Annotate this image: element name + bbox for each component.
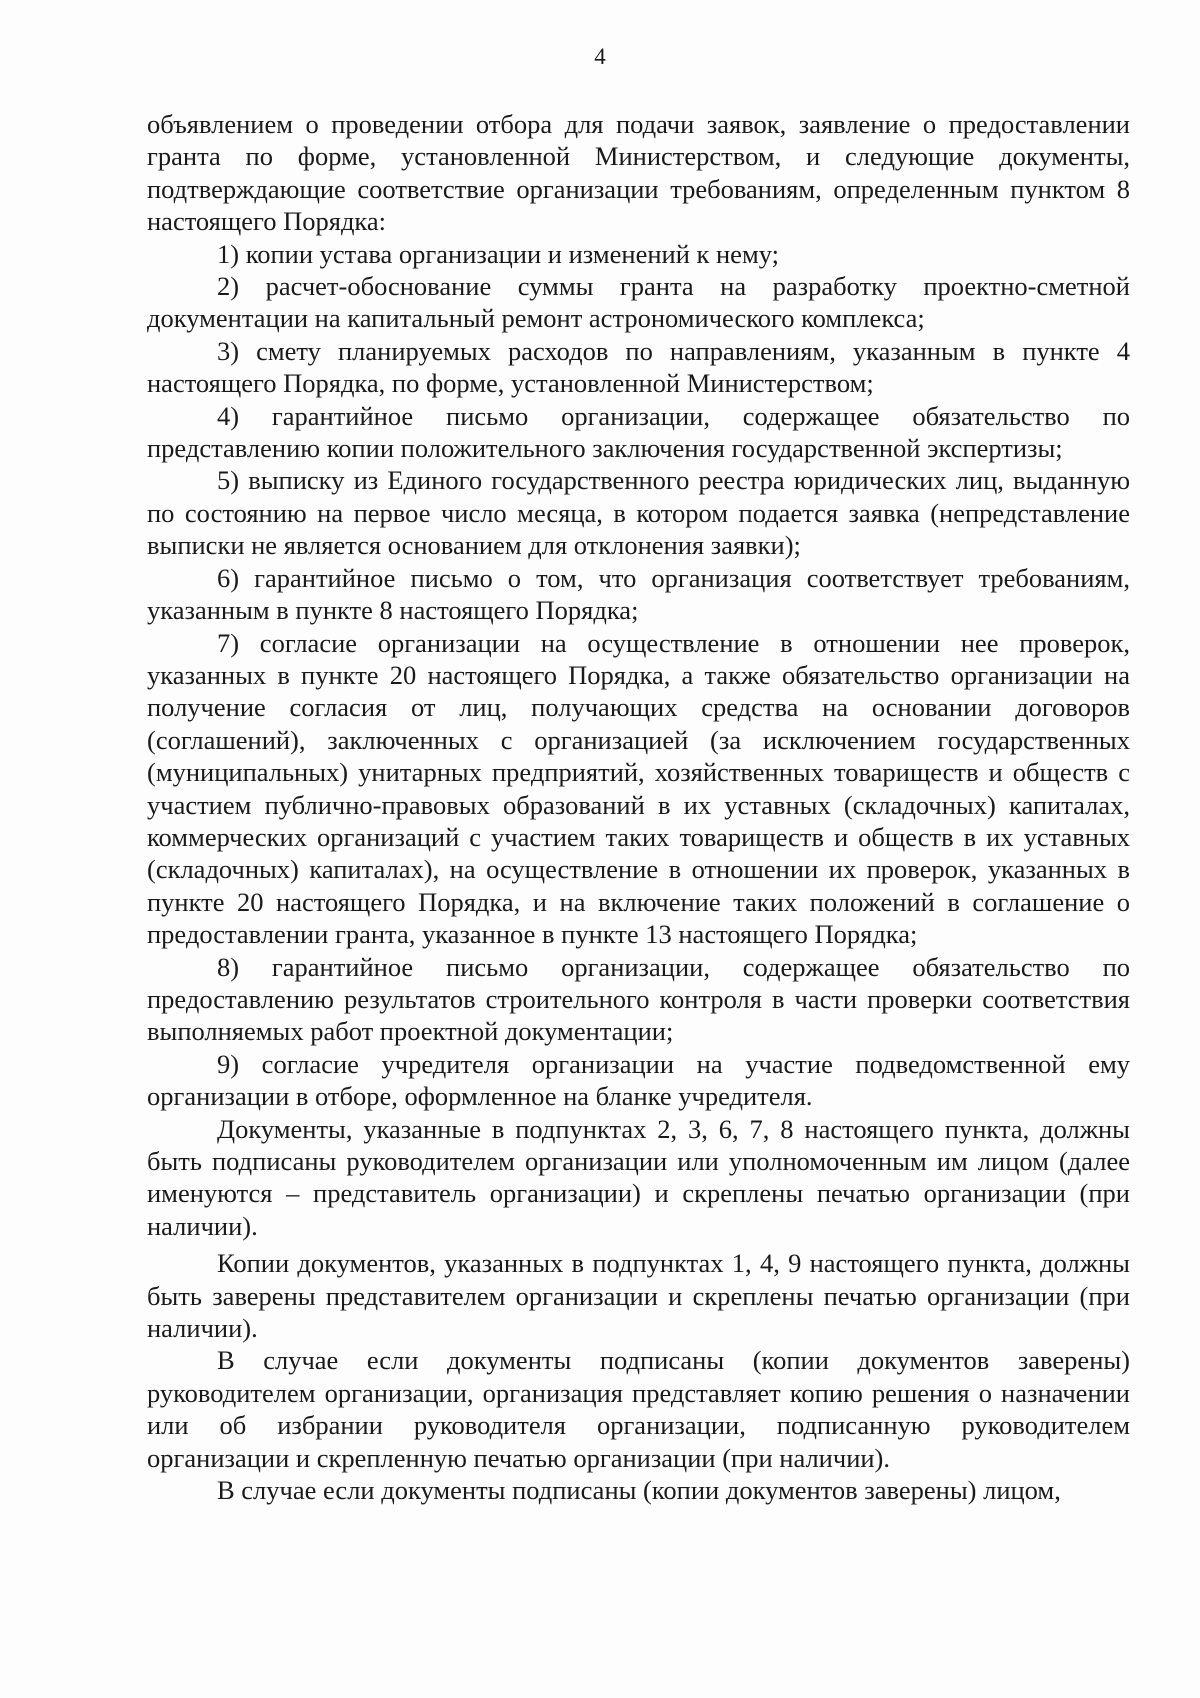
paragraph: 6) гарантийное письмо о том, что организация соответствует требованиям, указанным в пункте 8 настоящего Порядка; [147,562,1130,626]
paragraph: 7) согласие организации на осуществление в отношении нее проверок, указанных в пункте 20 настоящего Порядка, а также обязательство организации на получение согласия от лиц, получающих средства на основании договоров (соглашений), заключенных с организацией (за исключением государственных (муниципальных) унитарных предприятий, хозяйственных товариществ и обществ с участием публично-правовых образований в их уставных (складочных) капиталах, коммерческих организаций с участием таких товариществ и обществ в их уставных (складочных) капиталах), на осуществление в отношении их проверок, указанных в пункте 20 настоящего Порядка, и на включение таких положений в соглашение о предоставлении гранта, указанное в пункте 13 настоящего Порядка; [147,627,1130,950]
paragraph: 9) согласие учредителя организации на участие подведомственной ему организации в отборе, оформленное на бланке учредителя. [147,1048,1130,1112]
paragraph: 8) гарантийное письмо организации, содержащее обязательство по предоставлению результатов строительного контроля в части проверки соответствия выполняемых работ проектной документации; [147,951,1130,1047]
paragraph: 4) гарантийное письмо организации, содержащее обязательство по представлению копии положительного заключения государственной экспертизы; [147,400,1130,464]
paragraph: В случае если документы подписаны (копии документов заверены) руководителем организации, организация представляет копию решения о назначении или об избрании руководителя организации, подписанную руководителем организации и скрепленную печатью организации (при наличии). [147,1345,1130,1473]
paragraph: 1) копии устава организации и изменений к нему; [217,238,779,269]
paragraph: Копии документов, указанных в подпунктах 1, 4, 9 настоящего пункта, должны быть заверены представителем организации и скреплены печатью организации (при наличии). [147,1248,1130,1344]
paragraph: Документы, указанные в подпунктах 2, 3, 6, 7, 8 настоящего пункта, должны быть подписаны руководителем организации или уполномоченным им лицом (далее именуются – представитель организации) и скреплены печатью организации (при наличии). [147,1113,1130,1241]
paragraph: В случае если документы подписаны (копии документов заверены) лицом, [217,1475,1061,1506]
paragraph: объявлением о проведении отбора для подачи заявок, заявление о предоставлении гранта по форме, установленной Министерством, и следующие документы, подтверждающие соответствие организации требованиям, определенным пунктом 8 настоящего Порядка: [147,109,1130,237]
page-number: 4 [594,44,606,69]
paragraph: 2) расчет-обоснование суммы гранта на разработку проектно-сметной документации на капитальный ремонт астрономического комплекса; [147,271,1130,334]
paragraph: 3) смету планируемых расходов по направлениям, указанным в пункте 4 настоящего Порядка, по форме, установленной Министерством; [147,335,1130,399]
paragraph: 5) выписку из Единого государственного реестра юридических лиц, выданную по состоянию на первое число месяца, в котором подается заявка (непредставление выписки не является основанием для отклонения заявки); [147,465,1130,561]
document-body [147,108,1130,1506]
